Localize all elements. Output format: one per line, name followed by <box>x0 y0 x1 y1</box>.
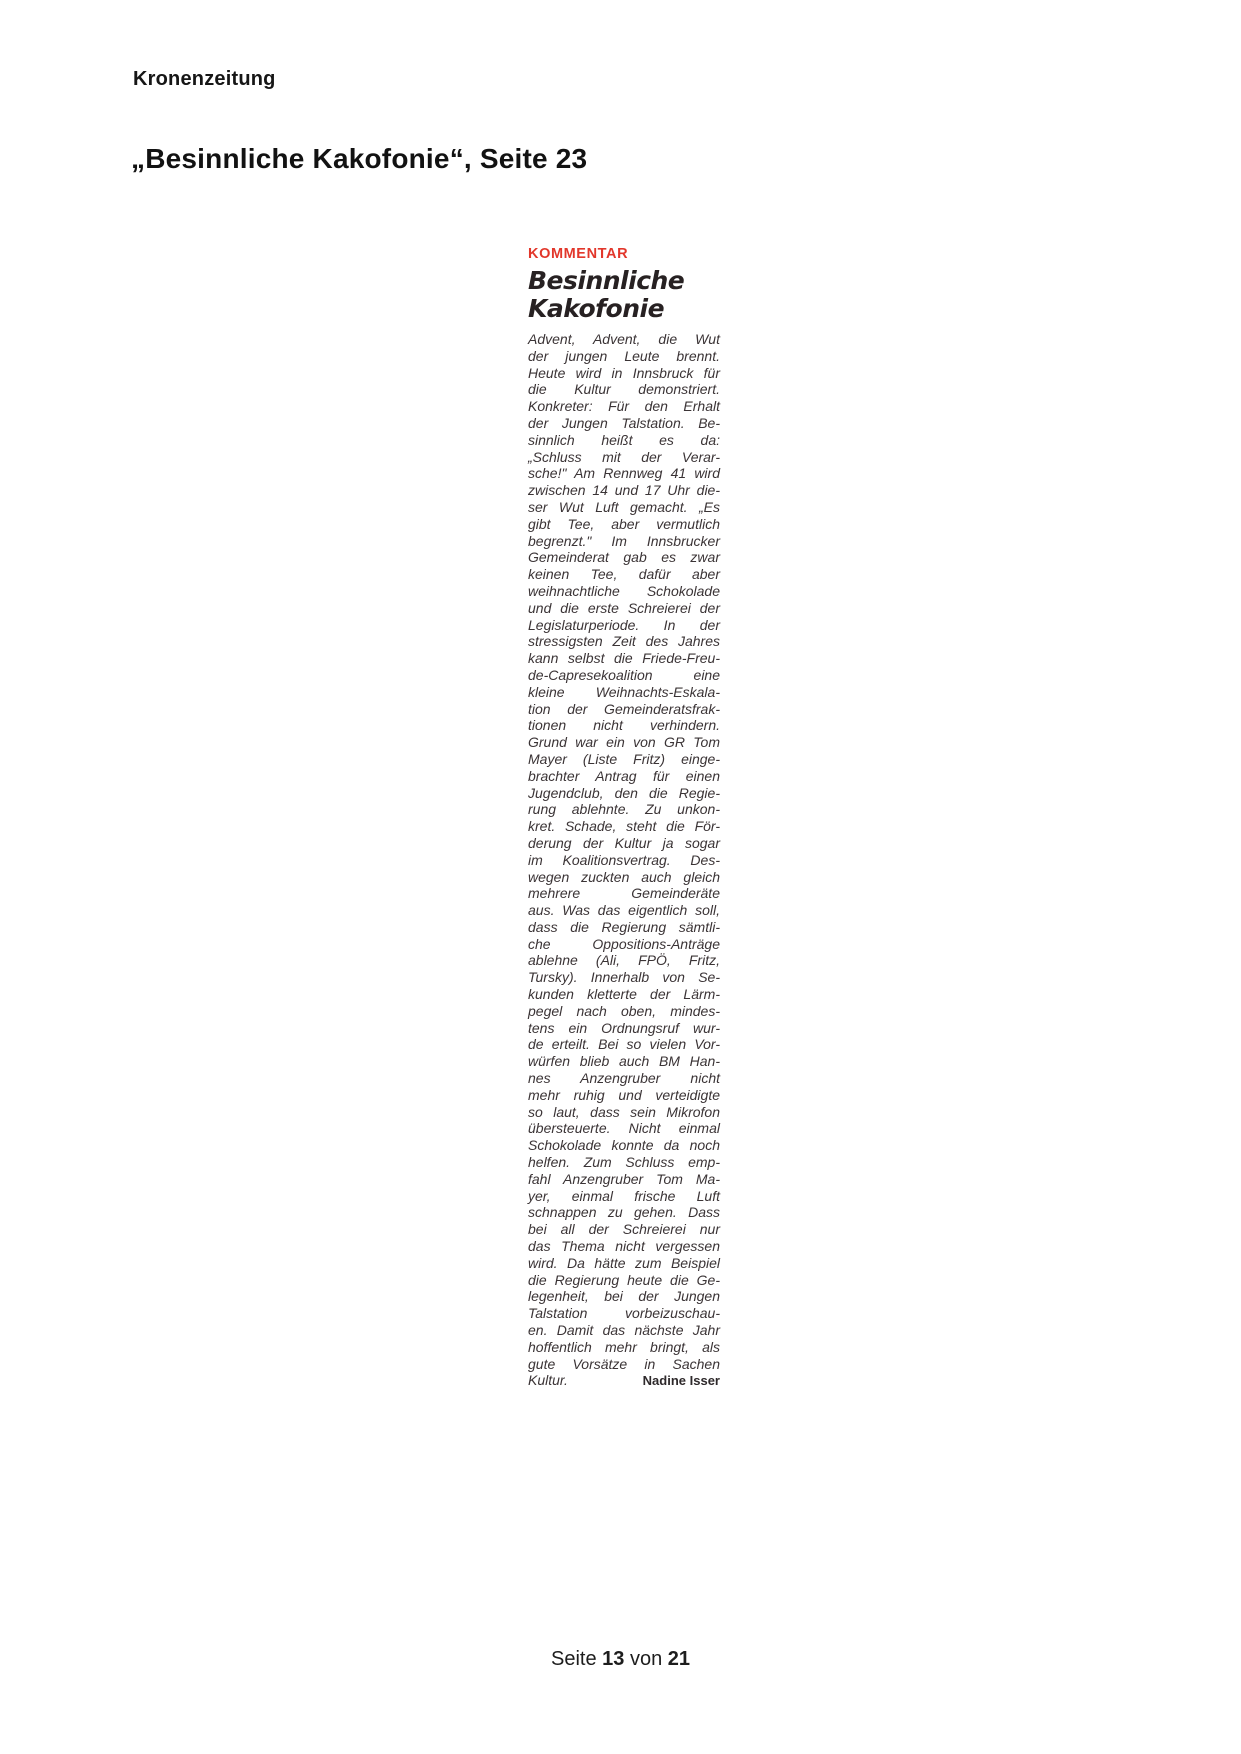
article-body-line: so laut, dass sein Mikrofon <box>528 1103 720 1120</box>
article-body-line: kann selbst die Friede-Freu- <box>528 650 720 667</box>
article-body-line: de-Capresekoalition eine <box>528 666 720 683</box>
article-body-line: wird. Da hätte zum Beispiel <box>528 1254 720 1271</box>
article-byline-row <box>528 1372 720 1389</box>
article-body-line: der Jungen Talstation. Be- <box>528 414 720 431</box>
article-body-line: tionen nicht verhindern. <box>528 717 720 734</box>
article-closing-word: Kultur. <box>528 1372 568 1389</box>
article-title-line2: Kakofonie <box>528 294 665 323</box>
article-body-line: pegel nach oben, mindes- <box>528 1002 720 1019</box>
page-footer <box>0 1648 1241 1671</box>
article-body-line: aus. Was das eigentlich soll, <box>528 902 720 919</box>
article-body-line: tens ein Ordnungsruf wur- <box>528 1019 720 1036</box>
article-body-line: und die erste Schreierei der <box>528 599 720 616</box>
article-body-line: stressigsten Zeit des Jahres <box>528 633 720 650</box>
publication-name: Kronenzeitung <box>133 68 276 90</box>
article-body-line: Mayer (Liste Fritz) einge- <box>528 750 720 767</box>
article-body-line: rung ablehnte. Zu unkon- <box>528 801 720 818</box>
article-body-line: fahl Anzengruber Tom Ma- <box>528 1170 720 1187</box>
article-body-line: Tursky). Innerhalb von Se- <box>528 969 720 986</box>
article-body-line: mehrere Gemeinderäte <box>528 885 720 902</box>
article-body-line: Jugendclub, den die Regie- <box>528 784 720 801</box>
article-body-line: schnappen zu gehen. Dass <box>528 1204 720 1221</box>
article-body-line: brachter Antrag für einen <box>528 767 720 784</box>
article-body-line: Legislaturperiode. In der <box>528 616 720 633</box>
article-body-line: „Schluss mit der Verar- <box>528 448 720 465</box>
article-body-line: die Regierung heute die Ge- <box>528 1271 720 1288</box>
footer-total-pages: 21 <box>667 1648 691 1670</box>
article-body-line: ser Wut Luft gemacht. „Es <box>528 498 720 515</box>
article-body-line: Heute wird in Innsbruck für <box>528 364 720 381</box>
article-body-line: helfen. Zum Schluss emp- <box>528 1154 720 1171</box>
article-byline: Nadine Isser <box>642 1373 720 1389</box>
article-body-line: begrenzt." Im Innsbrucker <box>528 532 720 549</box>
article-body-line: übersteuerte. Nicht einmal <box>528 1120 720 1137</box>
article-body-line: gute Vorsätze in Sachen <box>528 1355 720 1372</box>
footer-separator: von <box>629 1648 663 1670</box>
article-body-line: dass die Regierung sämtli- <box>528 918 720 935</box>
article-body-line: keinen Tee, dafür aber <box>528 566 720 583</box>
article-body-line: im Koalitionsvertrag. Des- <box>528 851 720 868</box>
article-body-line: sinnlich heißt es da: <box>528 431 720 448</box>
article-body-line: zwischen 14 und 17 Uhr die- <box>528 482 720 499</box>
article-body-line: kret. Schade, steht die För- <box>528 818 720 835</box>
article-body-line: Advent, Advent, die Wut <box>528 331 720 347</box>
article-body-line: derung der Kultur ja sogar <box>528 834 720 851</box>
article-body-line: yer, einmal frische Luft <box>528 1187 720 1204</box>
article-body-line: hoffentlich mehr bringt, als <box>528 1338 720 1355</box>
article-body-line: che Oppositions-Anträge <box>528 935 720 952</box>
article-body-line: Schokolade konnte da noch <box>528 1137 720 1154</box>
article-body-line: bei all der Schreierei nur <box>528 1221 720 1238</box>
article-body-line: kleine Weihnachts-Eskala- <box>528 683 720 700</box>
article-body-line: Talstation vorbeizuschau- <box>528 1305 720 1322</box>
article-body-line: de erteilt. Bei so vielen Vor- <box>528 1036 720 1053</box>
article-body-line: der jungen Leute brennt. <box>528 347 720 364</box>
article-body-line: ablehne (Ali, FPÖ, Fritz, <box>528 952 720 969</box>
article-body-line: legenheit, bei der Jungen <box>528 1288 720 1305</box>
article-body <box>528 331 720 1372</box>
footer-page-number: 13 <box>602 1648 625 1670</box>
article-body-line: mehr ruhig und verteidigte <box>528 1086 720 1103</box>
document-headline: „Besinnliche Kakofonie“, Seite 23 <box>131 143 588 174</box>
article-body-line: en. Damit das nächste Jahr <box>528 1322 720 1339</box>
article-body-line: wegen zuckten auch gleich <box>528 868 720 885</box>
article-body-line: das Thema nicht vergessen <box>528 1238 720 1255</box>
footer-label: Seite <box>550 1648 597 1670</box>
article-body-line: Konkreter: Für den Erhalt <box>528 398 720 415</box>
article-body-line: gibt Tee, aber vermutlich <box>528 515 720 532</box>
newspaper-clipping <box>528 246 720 1389</box>
article-body-line: Grund war ein von GR Tom <box>528 734 720 751</box>
article-body-line: kunden kletterte der Lärm- <box>528 986 720 1003</box>
article-body-line: nes Anzengruber nicht <box>528 1070 720 1087</box>
article-body-line: sche!" Am Rennweg 41 wird <box>528 465 720 482</box>
article-body-line: würfen blieb auch BM Han- <box>528 1053 720 1070</box>
article-kicker: KOMMENTAR <box>528 246 629 262</box>
article-body-line: tion der Gemeinderatsfrak- <box>528 700 720 717</box>
article-body-line: die Kultur demonstriert. <box>528 381 720 398</box>
article-body-line: weihnachtliche Schokolade <box>528 582 720 599</box>
article-body-line: Gemeinderat gab es zwar <box>528 549 720 566</box>
article-title-line1: Besinnliche <box>528 266 685 295</box>
article-title <box>528 267 720 323</box>
